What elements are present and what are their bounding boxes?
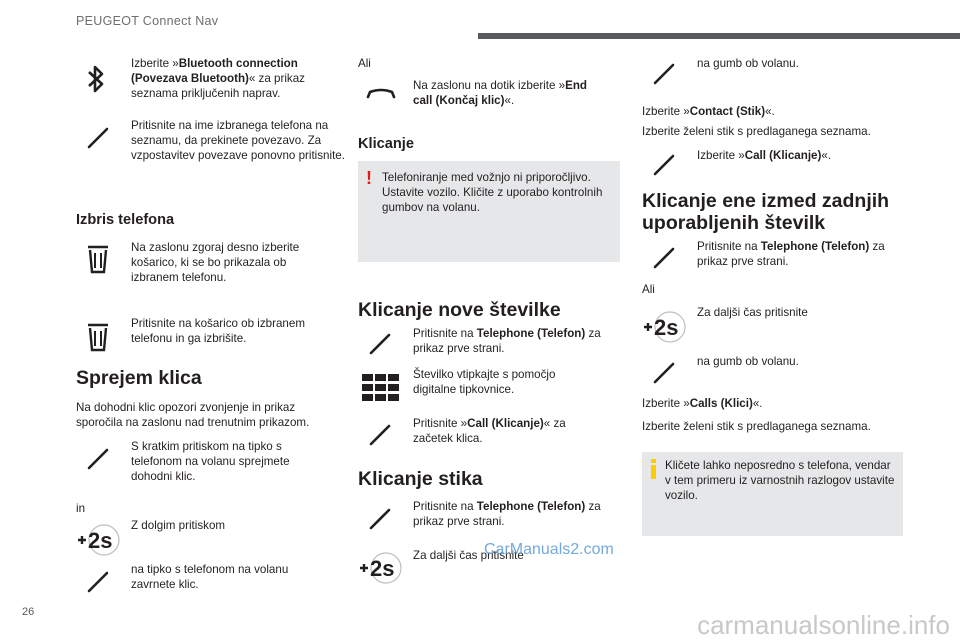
wheel-button-text: na gumb ob volanu. (697, 57, 799, 70)
phone-handset-icon (86, 127, 110, 149)
new-number-heading: Klicanje nove številke (358, 299, 561, 321)
info-text: Kličete lahko neposredno s telefona, vendar v tem primeru iz varnostnih razlogov ustavite vozilo. (665, 459, 895, 502)
watermark: CarManuals2.com (484, 541, 614, 558)
recent-step-1: Pritisnite na Telephone (Telefon) za prikaz prve strani. (697, 240, 885, 268)
header-bar (478, 33, 960, 39)
recent-long-press-text: Za daljši čas pritisnite (697, 306, 808, 319)
document-header-title: PEUGEOT Connect Nav (76, 14, 219, 28)
press-phone-name-step: Pritisnite na ime izbranega telefona na seznamu, da prekinete povezavo. Za vzpostavitev povezave ponovno pritisnite. (131, 119, 345, 162)
contact-call-heading: Klicanje stika (358, 468, 483, 490)
or-label: Ali (358, 57, 371, 70)
and-label: in (76, 502, 86, 515)
hang-up-icon (366, 88, 396, 100)
recent-numbers-heading: Klicanje ene izmed zadnjih uporabljenih številk (642, 190, 890, 234)
choose-contact-text: Izberite želeni stik s predlaganega seznama. (642, 125, 871, 138)
phone-handset-icon (368, 508, 392, 530)
hold-2s-icon (642, 310, 686, 344)
phone-handset-icon (86, 571, 110, 593)
receive-call-intro: Na dohodni klic opozori zvonjenje in prikaz sporočila na zaslonu nad trenutnim prikazom. (76, 401, 310, 429)
bluetooth-icon (86, 64, 106, 94)
page-number: 26 (22, 606, 35, 618)
bluetooth-connection-step: Izberite »Bluetooth connection (Povezava Bluetooth)« za prikaz seznama priključenih naprav. (131, 57, 305, 100)
accept-call-step: S kratkim pritiskom na tipko s telefonom na volanu sprejmete dohodni klic. (131, 440, 290, 483)
choose-contact-text-2: Izberite želeni stik s predlaganega seznama. (642, 420, 871, 433)
keypad-icon (362, 374, 400, 402)
receive-call-heading: Sprejem klica (76, 367, 202, 389)
hold-2s-icon (358, 551, 402, 585)
calling-heading: Klicanje (358, 136, 414, 152)
contact-step-2: Za daljši čas pritisnite (413, 549, 524, 562)
svg-text:2s: 2s (370, 556, 395, 581)
new-number-step-1: Pritisnite na Telephone (Telefon) za prikaz prve strani. (413, 327, 601, 355)
footer-url-watermark: carmanualsonline.info (697, 610, 950, 640)
delete-phone-heading: Izbris telefona (76, 212, 175, 228)
info-icon (650, 459, 656, 479)
new-number-step-2: Številko vtipkajte s pomočjo digitalne tipkovnice. (413, 368, 556, 396)
trash-icon (86, 322, 110, 352)
new-number-step-3: Pritisnite »Call (Klicanje)« za začetek klica. (413, 417, 566, 445)
contact-step-1: Pritisnite na Telephone (Telefon) za prikaz prve strani. (413, 500, 601, 528)
phone-handset-icon (368, 333, 392, 355)
trash-icon (86, 244, 110, 274)
reject-call-step: na tipko s telefonom na volanu zavrnete klic. (131, 563, 289, 591)
svg-text:2s: 2s (88, 528, 113, 553)
phone-handset-icon (368, 424, 392, 446)
warning-icon: ! (366, 168, 372, 188)
select-call-step: Izberite »Call (Klicanje)«. (697, 149, 832, 162)
end-call-step: Na zaslonu na dotik izberite »End call (Končaj klic)«. (413, 79, 588, 107)
or-label: Ali (642, 283, 655, 296)
phone-handset-icon (652, 247, 676, 269)
warning-text: Telefoniranje med vožnjo ni priporočljivo. Ustavite vozilo. Kličite z uporabo kontrolnih gumbov na volanu. (382, 171, 603, 214)
hold-2s-icon (76, 523, 120, 557)
delete-step-1: Na zaslonu zgoraj desno izberite košarico, ki se bo prikazala ob izbranem telefonu. (131, 241, 300, 284)
phone-handset-icon (652, 63, 676, 85)
svg-text:2s: 2s (654, 315, 679, 340)
select-calls-step: Izberite »Calls (Klici)«. (642, 397, 763, 410)
phone-handset-icon (652, 362, 676, 384)
recent-wheel-text: na gumb ob volanu. (697, 355, 799, 368)
select-contact-step: Izberite »Contact (Stik)«. (642, 105, 775, 118)
phone-handset-icon (86, 448, 110, 470)
long-press-text: Z dolgim pritiskom (131, 519, 226, 532)
delete-step-2: Pritisnite na košarico ob izbranem telefonu in ga izbrišite. (131, 317, 305, 345)
phone-handset-icon (652, 154, 676, 176)
